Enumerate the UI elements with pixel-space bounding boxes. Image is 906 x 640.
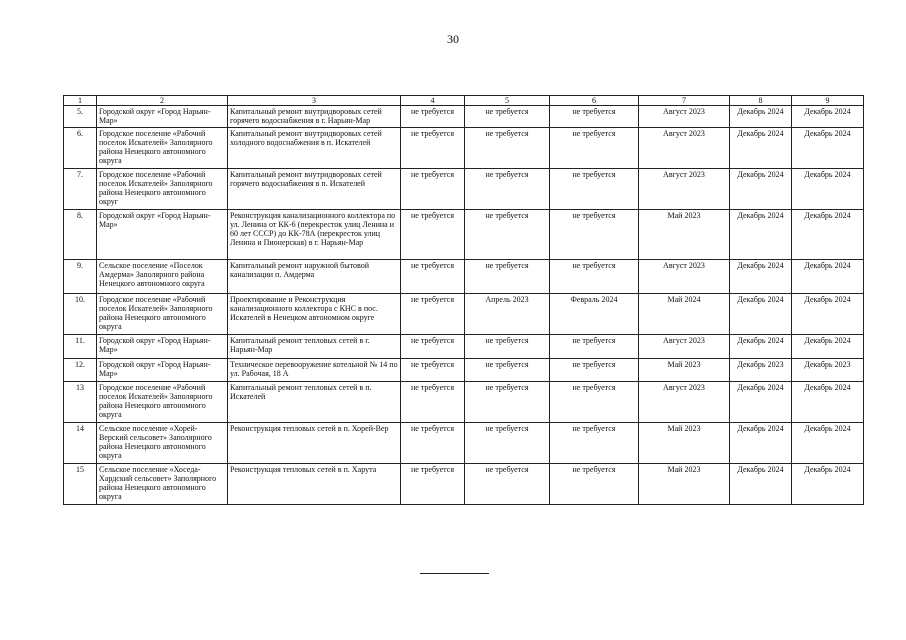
cell-municipality: Сельское поселение «Хоседа-Хардский сельсовет» Заполярного района Ненецкого автономного округа bbox=[97, 464, 228, 505]
cell-status-col5: не требуется bbox=[465, 210, 550, 260]
header-cell: 6 bbox=[550, 96, 639, 106]
cell-status-col4: не требуется bbox=[401, 210, 465, 260]
cell-status-col4: не требуется bbox=[401, 423, 465, 464]
cell-completion-date: Декабрь 2024 bbox=[792, 210, 864, 260]
cell-row-number: 7. bbox=[64, 169, 97, 210]
cell-municipality: Городской округ «Город Нарьян-Мар» bbox=[97, 210, 228, 260]
cell-status-col6: не требуется bbox=[550, 169, 639, 210]
cell-row-number: 14 bbox=[64, 423, 97, 464]
table-row bbox=[64, 169, 864, 210]
cell-row-number: 11. bbox=[64, 335, 97, 359]
cell-end-date: Декабрь 2023 bbox=[730, 359, 792, 382]
cell-end-date: Декабрь 2024 bbox=[730, 260, 792, 294]
cell-status-col5: не требуется bbox=[465, 423, 550, 464]
cell-start-date: Май 2024 bbox=[639, 294, 730, 335]
table-row bbox=[64, 260, 864, 294]
cell-completion-date: Декабрь 2024 bbox=[792, 260, 864, 294]
cell-status-col5: не требуется bbox=[465, 382, 550, 423]
table-row bbox=[64, 464, 864, 505]
cell-completion-date: Декабрь 2024 bbox=[792, 169, 864, 210]
cell-end-date: Декабрь 2024 bbox=[730, 169, 792, 210]
table-row bbox=[64, 359, 864, 382]
cell-completion-date: Декабрь 2024 bbox=[792, 464, 864, 505]
cell-end-date: Декабрь 2024 bbox=[730, 210, 792, 260]
cell-status-col6: не требуется bbox=[550, 210, 639, 260]
cell-status-col6: Февраль 2024 bbox=[550, 294, 639, 335]
cell-status-col6: не требуется bbox=[550, 382, 639, 423]
cell-status-col5: не требуется bbox=[465, 128, 550, 169]
cell-status-col5: не требуется bbox=[465, 260, 550, 294]
cell-start-date: Май 2023 bbox=[639, 423, 730, 464]
header-cell: 2 bbox=[97, 96, 228, 106]
page-number: 30 bbox=[447, 32, 459, 46]
header-cell: 4 bbox=[401, 96, 465, 106]
cell-row-number: 13 bbox=[64, 382, 97, 423]
cell-status-col6: не требуется bbox=[550, 260, 639, 294]
header-cell: 8 bbox=[730, 96, 792, 106]
cell-work-description: Капитальный ремонт тепловых сетей в г. Нарьян-Мар bbox=[228, 335, 401, 359]
cell-work-description: Капитальный ремонт тепловых сетей в п. Искателей bbox=[228, 382, 401, 423]
cell-end-date: Декабрь 2024 bbox=[730, 423, 792, 464]
cell-municipality: Сельское поселение «Поселок Амдерма» Заполярного района Ненецкого автономного округа bbox=[97, 260, 228, 294]
cell-start-date: Август 2023 bbox=[639, 335, 730, 359]
cell-start-date: Май 2023 bbox=[639, 210, 730, 260]
cell-work-description: Проектирование и Реконструкция канализационного коллектора с КНС в пос. Искателей в Ненецком автономном округе bbox=[228, 294, 401, 335]
cell-municipality: Городской округ «Город Нарьян-Мар» bbox=[97, 335, 228, 359]
cell-status-col4: не требуется bbox=[401, 359, 465, 382]
cell-completion-date: Декабрь 2024 bbox=[792, 335, 864, 359]
cell-work-description: Капитальный ремонт наружной бытовой канализации п. Амдерма bbox=[228, 260, 401, 294]
table-row bbox=[64, 382, 864, 423]
cell-end-date: Декабрь 2024 bbox=[730, 294, 792, 335]
cell-status-col5: не требуется bbox=[465, 464, 550, 505]
cell-completion-date: Декабрь 2024 bbox=[792, 423, 864, 464]
cell-work-description: Реконструкция тепловых сетей в п. Хорей-Вер bbox=[228, 423, 401, 464]
cell-status-col4: не требуется bbox=[401, 335, 465, 359]
cell-municipality: Городское поселение «Рабочий поселок Искателей» Заполярного района Ненецкого автономного округа bbox=[97, 382, 228, 423]
cell-row-number: 9. bbox=[64, 260, 97, 294]
cell-row-number: 6. bbox=[64, 128, 97, 169]
table-row bbox=[64, 335, 864, 359]
cell-status-col4: не требуется bbox=[401, 260, 465, 294]
cell-municipality: Городское поселение «Рабочий поселок Искателей» Заполярного района Ненецкого автономного округ bbox=[97, 169, 228, 210]
cell-work-description: Капитальный ремонт внутридворовых сетей горячего водоснабжения в г. Нарьян-Мар bbox=[228, 106, 401, 128]
cell-end-date: Декабрь 2024 bbox=[730, 106, 792, 128]
table-row bbox=[64, 423, 864, 464]
cell-municipality: Городское поселение «Рабочий поселок Искателей» Заполярного района Ненецкого автономного округа bbox=[97, 128, 228, 169]
cell-status-col6: не требуется bbox=[550, 106, 639, 128]
cell-work-description: Капитальный ремонт внутридворовых сетей горячего водоснабжения в п. Искателей bbox=[228, 169, 401, 210]
cell-work-description: Техническое перевооружение котельной № 14 по ул. Рабочая, 18 А bbox=[228, 359, 401, 382]
table-header-row bbox=[64, 96, 864, 106]
cell-start-date: Август 2023 bbox=[639, 382, 730, 423]
cell-completion-date: Декабрь 2024 bbox=[792, 294, 864, 335]
cell-work-description: Реконструкция канализационного коллектора по ул. Ленина от КК-6 (перекресток улиц Ленина и 60 лет СССР) до КК-78А (перекресток улиц Ленина и Пионерская) в г. Нарьян-Мар bbox=[228, 210, 401, 260]
table-row bbox=[64, 106, 864, 128]
cell-status-col4: не требуется bbox=[401, 464, 465, 505]
cell-status-col6: не требуется bbox=[550, 464, 639, 505]
cell-end-date: Декабрь 2024 bbox=[730, 382, 792, 423]
cell-completion-date: Декабрь 2024 bbox=[792, 382, 864, 423]
cell-start-date: Май 2023 bbox=[639, 464, 730, 505]
cell-start-date: Август 2023 bbox=[639, 169, 730, 210]
cell-status-col5: Апрель 2023 bbox=[465, 294, 550, 335]
cell-start-date: Август 2023 bbox=[639, 106, 730, 128]
cell-status-col4: не требуется bbox=[401, 294, 465, 335]
header-cell: 7 bbox=[639, 96, 730, 106]
cell-row-number: 12. bbox=[64, 359, 97, 382]
closing-rule bbox=[420, 573, 489, 574]
cell-start-date: Август 2023 bbox=[639, 260, 730, 294]
cell-status-col6: не требуется bbox=[550, 128, 639, 169]
cell-status-col4: не требуется bbox=[401, 169, 465, 210]
cell-status-col5: не требуется bbox=[465, 169, 550, 210]
cell-row-number: 15 bbox=[64, 464, 97, 505]
cell-status-col6: не требуется bbox=[550, 359, 639, 382]
cell-completion-date: Декабрь 2024 bbox=[792, 106, 864, 128]
cell-row-number: 8. bbox=[64, 210, 97, 260]
cell-status-col5: не требуется bbox=[465, 106, 550, 128]
cell-municipality: Сельское поселение «Хорей-Верский сельсовет» Заполярного района Ненецкого автономного округа bbox=[97, 423, 228, 464]
cell-status-col5: не требуется bbox=[465, 335, 550, 359]
works-table bbox=[63, 95, 864, 505]
table-row bbox=[64, 210, 864, 260]
header-cell: 5 bbox=[465, 96, 550, 106]
cell-status-col4: не требуется bbox=[401, 128, 465, 169]
table-row bbox=[64, 128, 864, 169]
header-cell: 3 bbox=[228, 96, 401, 106]
cell-municipality: Городской округ «Город Нарьян-Мар» bbox=[97, 106, 228, 128]
table-row bbox=[64, 294, 864, 335]
cell-status-col5: не требуется bbox=[465, 359, 550, 382]
cell-end-date: Декабрь 2024 bbox=[730, 464, 792, 505]
cell-completion-date: Декабрь 2024 bbox=[792, 128, 864, 169]
cell-status-col4: не требуется bbox=[401, 382, 465, 423]
cell-status-col6: не требуется bbox=[550, 423, 639, 464]
header-cell: 1 bbox=[64, 96, 97, 106]
cell-row-number: 10. bbox=[64, 294, 97, 335]
cell-end-date: Декабрь 2024 bbox=[730, 335, 792, 359]
cell-start-date: Май 2023 bbox=[639, 359, 730, 382]
cell-status-col6: не требуется bbox=[550, 335, 639, 359]
cell-status-col4: не требуется bbox=[401, 106, 465, 128]
cell-row-number: 5. bbox=[64, 106, 97, 128]
cell-municipality: Городское поселение «Рабочий поселок Искателей» Заполярного района Ненецкого автономного округа bbox=[97, 294, 228, 335]
cell-completion-date: Декабрь 2023 bbox=[792, 359, 864, 382]
cell-start-date: Август 2023 bbox=[639, 128, 730, 169]
cell-work-description: Капитальный ремонт внутридворовых сетей холодного водоснабжения в п. Искателей bbox=[228, 128, 401, 169]
cell-work-description: Реконструкция тепловых сетей в п. Харута bbox=[228, 464, 401, 505]
cell-municipality: Городской округ «Город Нарьян-Мар» bbox=[97, 359, 228, 382]
header-cell: 9 bbox=[792, 96, 864, 106]
cell-end-date: Декабрь 2024 bbox=[730, 128, 792, 169]
